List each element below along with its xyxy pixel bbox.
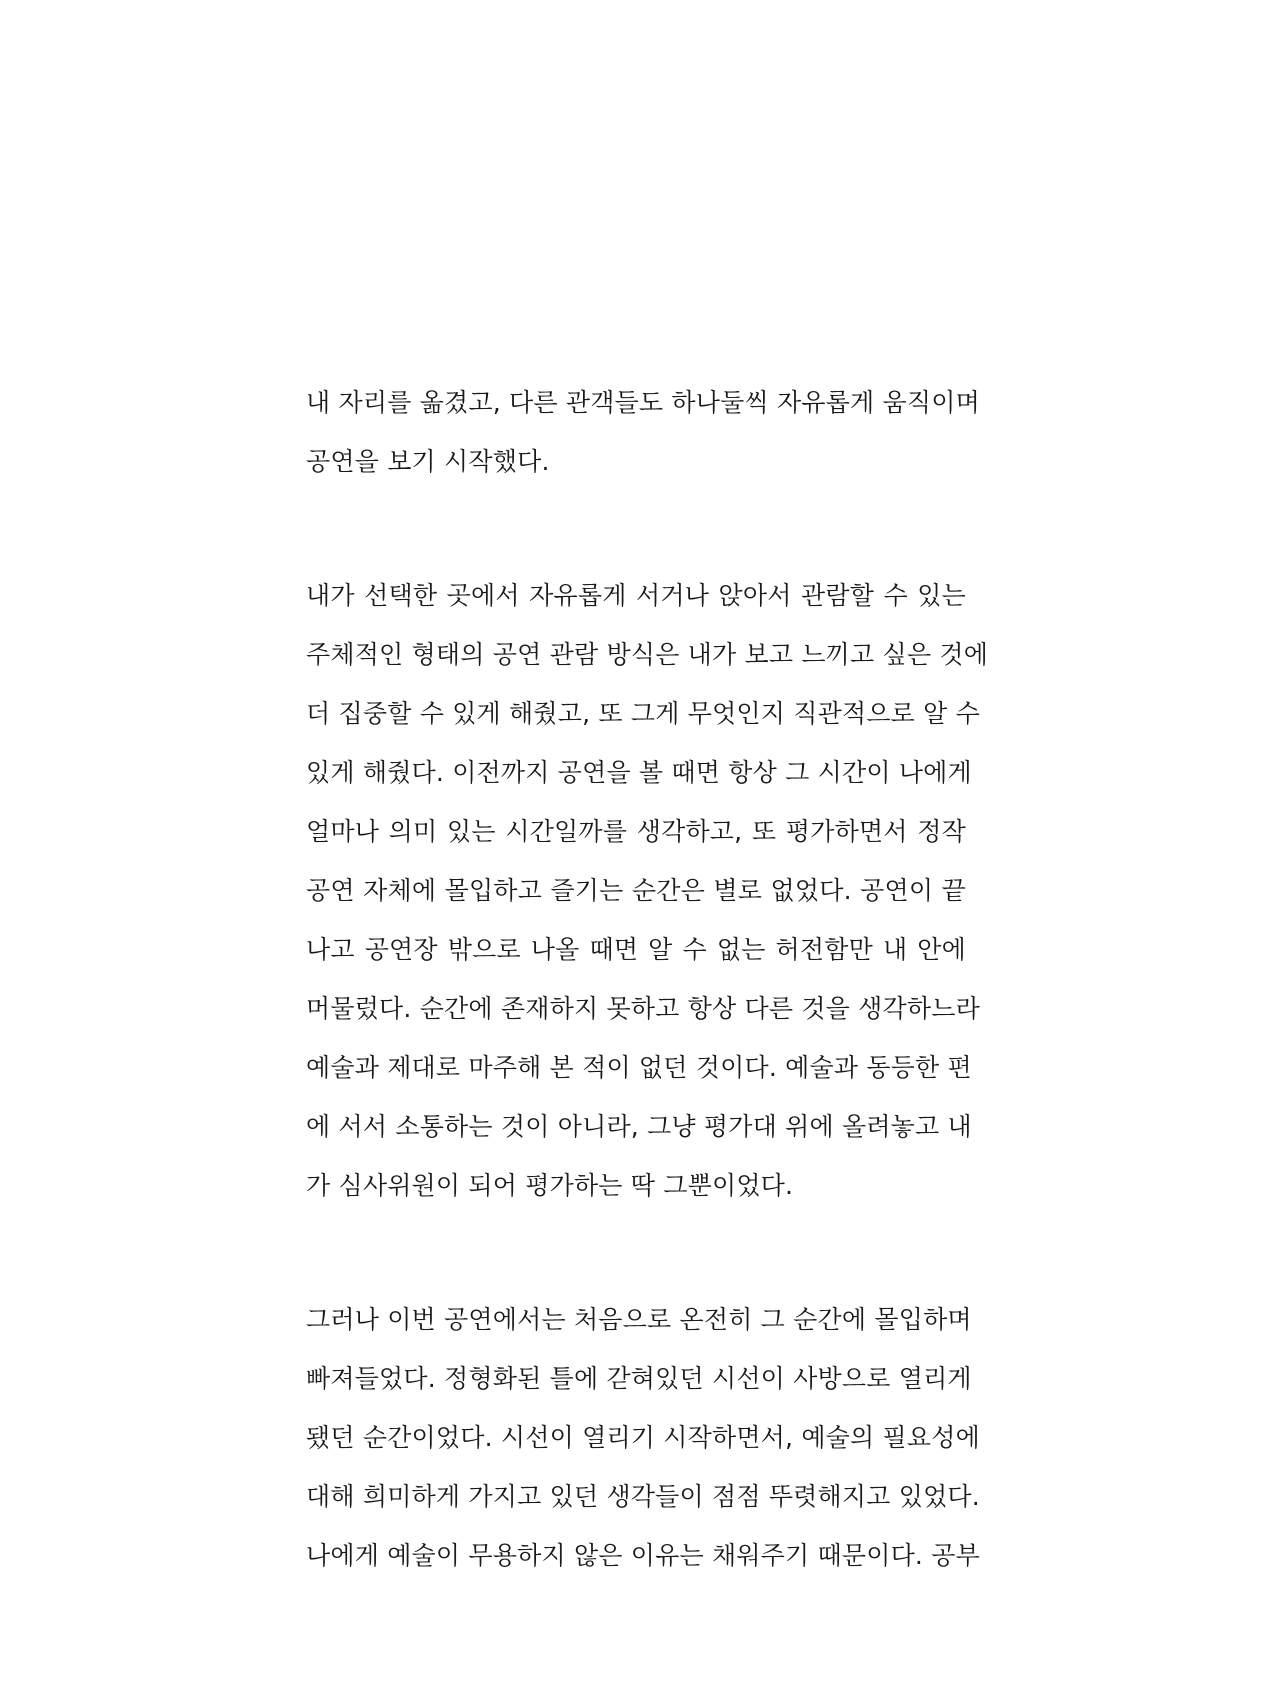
paragraph-spacer [306, 1215, 966, 1290]
text-line: 대해 희미하게 가지고 있던 생각들이 점점 뚜렷해지고 있었다. [306, 1482, 980, 1511]
text-line: 빠져들었다. 정형화된 틀에 갇혀있던 시선이 사방으로 열리게 [306, 1364, 972, 1393]
body-text [306, 373, 989, 1585]
text-line: 내 자리를 옮겼고, 다른 관객들도 하나둘씩 자유롭게 움직이며 [306, 388, 980, 417]
text-line: 내가 선택한 곳에서 자유롭게 서거나 앉아서 관람할 수 있는 [306, 581, 966, 610]
paragraph-3 [306, 1290, 980, 1585]
text-line: 더 집중할 수 있게 해줬고, 또 그게 무엇인지 직관적으로 알 수 [306, 699, 981, 728]
text-line: 가 심사위원이 되어 평가하는 딱 그뿐이었다. [306, 1171, 794, 1200]
text-line: 있게 해줬다. 이전까지 공연을 볼 때면 항상 그 시간이 나에게 [306, 758, 972, 787]
text-line: 주체적인 형태의 공연 관람 방식은 내가 보고 느끼고 싶은 것에 [306, 640, 989, 669]
text-line: 나고 공연장 밖으로 나올 때면 알 수 없는 허전함만 내 안에 [306, 935, 966, 964]
text-line: 됐던 순간이었다. 시선이 열리기 시작하면서, 예술의 필요성에 [306, 1423, 980, 1452]
paragraph-2 [306, 566, 989, 1215]
text-line: 나에게 예술이 무용하지 않은 이유는 채워주기 때문이다. 공부 [306, 1541, 980, 1570]
text-line: 그러나 이번 공연에서는 처음으로 온전히 그 순간에 몰입하며 [306, 1305, 972, 1334]
text-line: 에 서서 소통하는 것이 아니라, 그냥 평가대 위에 올려놓고 내 [306, 1112, 972, 1141]
paragraph-spacer [306, 491, 966, 566]
text-line: 공연을 보기 시작했다. [306, 447, 550, 476]
text-line: 머물렀다. 순간에 존재하지 못하고 항상 다른 것을 생각하느라 [306, 994, 980, 1023]
text-line: 얼마나 의미 있는 시간일까를 생각하고, 또 평가하면서 정작 [306, 817, 966, 846]
text-line: 예술과 제대로 마주해 본 적이 없던 것이다. 예술과 동등한 편 [306, 1053, 972, 1082]
paragraph-1 [306, 373, 980, 491]
text-line: 공연 자체에 몰입하고 즐기는 순간은 별로 없었다. 공연이 끝 [306, 876, 966, 905]
